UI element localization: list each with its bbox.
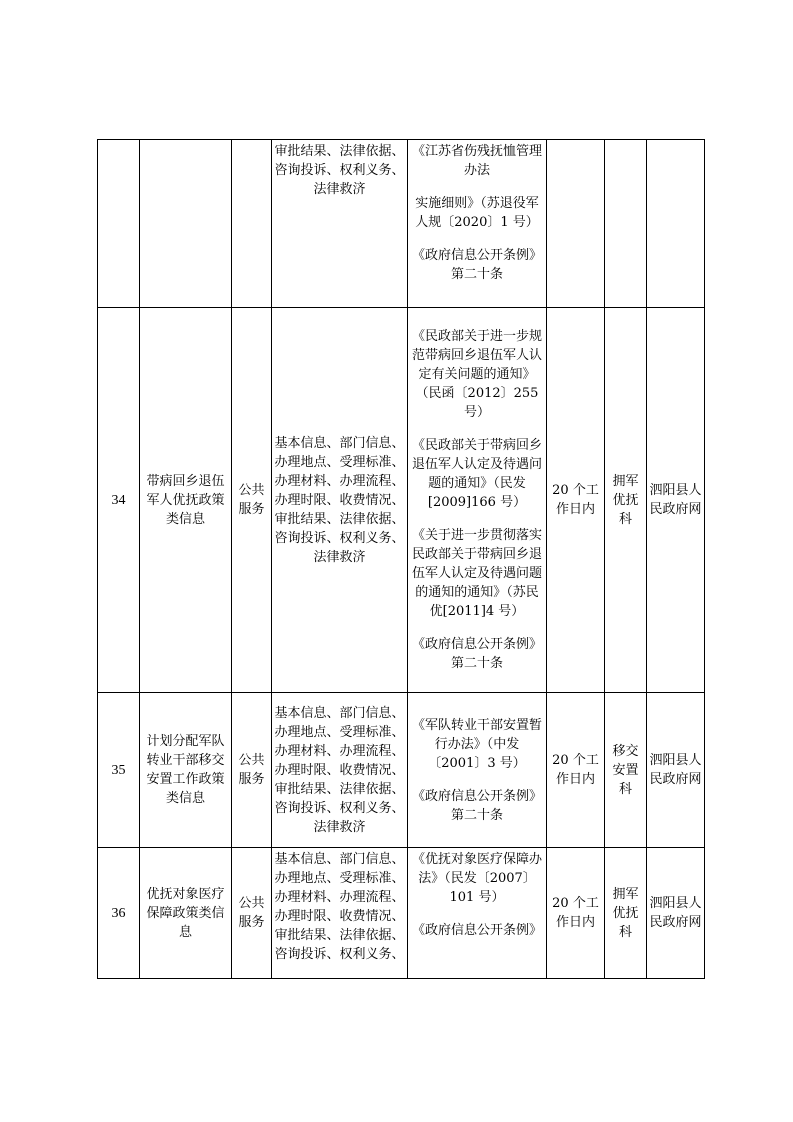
channel: 泗阳县人民政府网 (647, 848, 705, 979)
content-cell (272, 308, 408, 693)
item-name (140, 140, 232, 308)
basis-line: 《关于进一步贯彻落实民政部关于带病回乡退伍军人认定及待遇问题的通知的通知》（苏民优[2011]4 号） (411, 528, 542, 619)
time-limit: 20 个工作日内 (547, 848, 605, 979)
table-row (98, 308, 705, 693)
content-cell (272, 693, 408, 848)
basis-cell (408, 308, 547, 693)
time-limit: 20 个工作日内 (547, 308, 605, 693)
content-text: 审批结果、法律依据、咨询投诉、权利义务、 (274, 144, 405, 178)
category: 公共服务 (232, 848, 272, 979)
category: 公共服务 (232, 308, 272, 693)
content-tail: 法律救济 (313, 549, 366, 565)
basis-line: 《军队转业干部安置暂行办法》（中发〔2001〕3 号） (411, 717, 542, 771)
content-text: 基本信息、部门信息、办理地点、受理标准、办理材料、办理流程、办理时限、收费情况、审批结果、法律依据、咨询投诉、权利义务、 (274, 852, 405, 962)
table-row (98, 693, 705, 848)
channel: 泗阳县人民政府网 (647, 308, 705, 693)
content-text: 基本信息、部门信息、办理地点、受理标准、办理材料、办理流程、办理时限、收费情况、审批结果、法律依据、咨询投诉、权利义务、 (274, 705, 405, 816)
item-name: 优抚对象医疗保障政策类信息 (140, 848, 232, 979)
basis-line: 《政府信息公开条例》第二十条 (411, 248, 542, 282)
item-name: 计划分配军队转业干部移交安置工作政策类信息 (140, 693, 232, 848)
time-limit: 20 个工作日内 (547, 693, 605, 848)
basis-cell (408, 140, 547, 308)
row-number: 35 (98, 693, 140, 848)
basis-line: 《政府信息公开条例》 (411, 923, 542, 938)
category (232, 140, 272, 308)
basis-line: 《民政部关于进一步规范带病回乡退伍军人认定有关问题的通知》（民函〔2012〕255 号） (411, 329, 542, 420)
basis-cell (408, 693, 547, 848)
basis-line: 《优抚对象医疗保障办法》（民发〔2007〕101 号） (411, 852, 542, 905)
content-cell (272, 140, 408, 308)
department: 移交安置科 (605, 693, 647, 848)
content-text: 基本信息、部门信息、办理地点、受理标准、办理材料、办理流程、办理时限、收费情况、审批结果、法律依据、咨询投诉、权利义务、 (274, 435, 405, 546)
content-tail: 法律救济 (313, 182, 366, 197)
table-row (98, 140, 705, 308)
row-number: 34 (98, 308, 140, 693)
table-row (98, 848, 705, 979)
channel (647, 140, 705, 308)
department: 拥军优抚科 (605, 308, 647, 693)
row-number (98, 140, 140, 308)
content-cell (272, 848, 408, 979)
department (605, 140, 647, 308)
category: 公共服务 (232, 693, 272, 848)
basis-line: 《政府信息公开条例》第二十条 (411, 788, 542, 823)
item-name: 带病回乡退伍军人优抚政策类信息 (140, 308, 232, 693)
row-number: 36 (98, 848, 140, 979)
basis-line: 《江苏省伤残抚恤管理办法 (411, 144, 542, 178)
info-table (97, 139, 705, 979)
time-limit (547, 140, 605, 308)
basis-line: 《政府信息公开条例》第二十条 (411, 637, 542, 671)
basis-cell (408, 848, 547, 979)
content-tail: 法律救济 (313, 819, 366, 835)
channel: 泗阳县人民政府网 (647, 693, 705, 848)
department: 拥军优抚科 (605, 848, 647, 979)
basis-line: 实施细则》（苏退役军人规〔2020〕1 号） (415, 196, 539, 230)
basis-line: 《民政部关于带病回乡退伍军人认定及待遇问题的通知》（民发[2009]166 号） (411, 438, 542, 510)
